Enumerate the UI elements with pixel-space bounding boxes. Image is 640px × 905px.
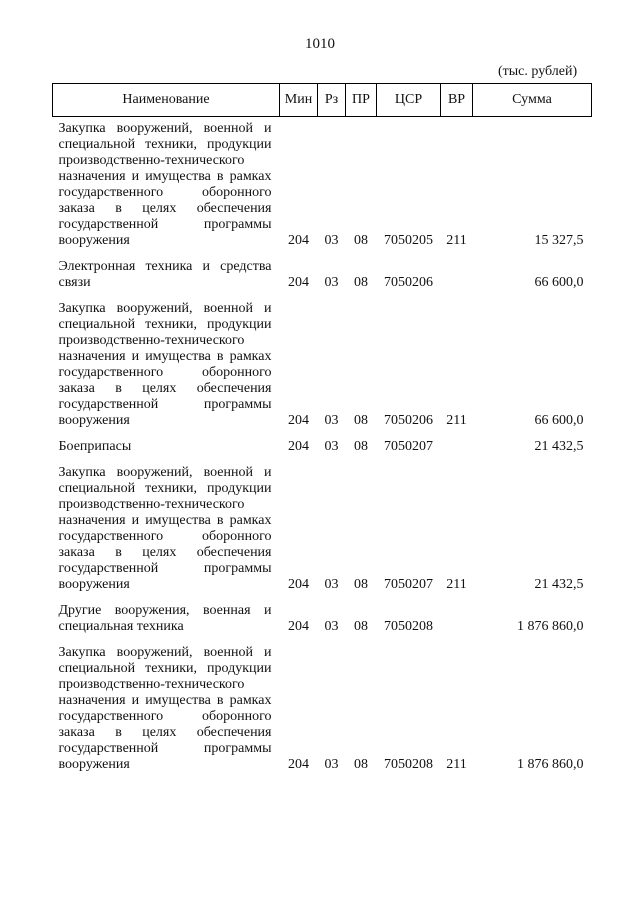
- row-vr: [441, 255, 473, 297]
- header-sum: Сумма: [473, 84, 592, 117]
- row-rz: 03: [324, 413, 339, 428]
- table-header-row: [53, 84, 592, 117]
- header-csr: ЦСР: [377, 84, 441, 117]
- row-csr: 7050208: [384, 757, 433, 772]
- page-number: 1010: [305, 36, 335, 52]
- row-vr: [441, 435, 473, 461]
- row-vr: 211: [446, 413, 467, 428]
- row-min: 204: [288, 275, 309, 290]
- row-min: 204: [288, 757, 309, 772]
- row-pr: 08: [354, 619, 368, 634]
- row-rz: 03: [324, 619, 339, 634]
- row-csr: 7050205: [384, 233, 433, 248]
- row-name: Закупка вооружений, военной и специальной техники, продукции производственно-технического назначения и имущества в рамках государственного оборонного заказа в целях обеспечения государственной программы вооружения: [58, 301, 272, 428]
- row-sum: 1 876 860,0: [517, 619, 584, 634]
- row-name: Боеприпасы: [58, 439, 132, 454]
- row-pr: 08: [354, 439, 368, 454]
- table-row: [53, 641, 592, 779]
- row-name: Другие вооружения, военная и специальная техника: [58, 603, 272, 634]
- row-sum: 15 327,5: [534, 233, 584, 248]
- header-pr: ПР: [346, 84, 377, 117]
- row-min: 204: [288, 413, 309, 428]
- row-rz: 03: [324, 439, 339, 454]
- row-rz: 03: [324, 275, 339, 290]
- row-csr: 7050207: [384, 439, 433, 454]
- row-pr: 08: [354, 413, 368, 428]
- row-csr: 7050206: [384, 275, 433, 290]
- header-vr: ВР: [441, 84, 473, 117]
- table-row: [53, 297, 592, 435]
- header-rz: Рз: [318, 84, 346, 117]
- table-row: [53, 599, 592, 641]
- row-min: 204: [288, 233, 309, 248]
- row-sum: 1 876 860,0: [517, 757, 584, 772]
- row-csr: 7050206: [384, 413, 433, 428]
- row-min: 204: [288, 619, 309, 634]
- row-name: Закупка вооружений, военной и специальной техники, продукции производственно-технического назначения и имущества в рамках государственного оборонного заказа в целях обеспечения государственной программы вооружения: [58, 645, 272, 772]
- row-pr: 08: [354, 757, 368, 772]
- row-rz: 03: [324, 757, 339, 772]
- row-sum: 21 432,5: [534, 577, 584, 592]
- row-name: Закупка вооружений, военной и специальной техники, продукции производственно-технического назначения и имущества в рамках государственного оборонного заказа в целях обеспечения государственной программы вооружения: [58, 465, 272, 592]
- row-pr: 08: [354, 577, 368, 592]
- row-sum: 21 432,5: [534, 439, 584, 454]
- row-sum: 66 600,0: [534, 275, 584, 290]
- table-row: [53, 117, 592, 256]
- row-csr: 7050207: [384, 577, 433, 592]
- table-row: [53, 461, 592, 599]
- header-name: Наименование: [53, 84, 280, 117]
- row-name: Закупка вооружений, военной и специальной техники, продукции производственно-технического назначения и имущества в рамках государственного оборонного заказа в целях обеспечения государственной программы вооружения: [58, 121, 272, 248]
- row-csr: 7050208: [384, 619, 433, 634]
- row-min: 204: [288, 439, 309, 454]
- row-vr: 211: [446, 757, 467, 772]
- units-label: (тыс. рублей): [498, 64, 578, 79]
- table-row: [53, 435, 592, 461]
- row-name: Электронная техника и средства связи: [58, 259, 272, 290]
- row-vr: 211: [446, 577, 467, 592]
- row-rz: 03: [324, 577, 339, 592]
- budget-table: [52, 83, 592, 779]
- row-pr: 08: [354, 233, 368, 248]
- row-vr: [441, 599, 473, 641]
- row-sum: 66 600,0: [534, 413, 584, 428]
- table-row: [53, 255, 592, 297]
- header-min: Мин: [280, 84, 318, 117]
- row-rz: 03: [324, 233, 339, 248]
- row-pr: 08: [354, 275, 368, 290]
- row-vr: 211: [446, 233, 467, 248]
- row-min: 204: [288, 577, 309, 592]
